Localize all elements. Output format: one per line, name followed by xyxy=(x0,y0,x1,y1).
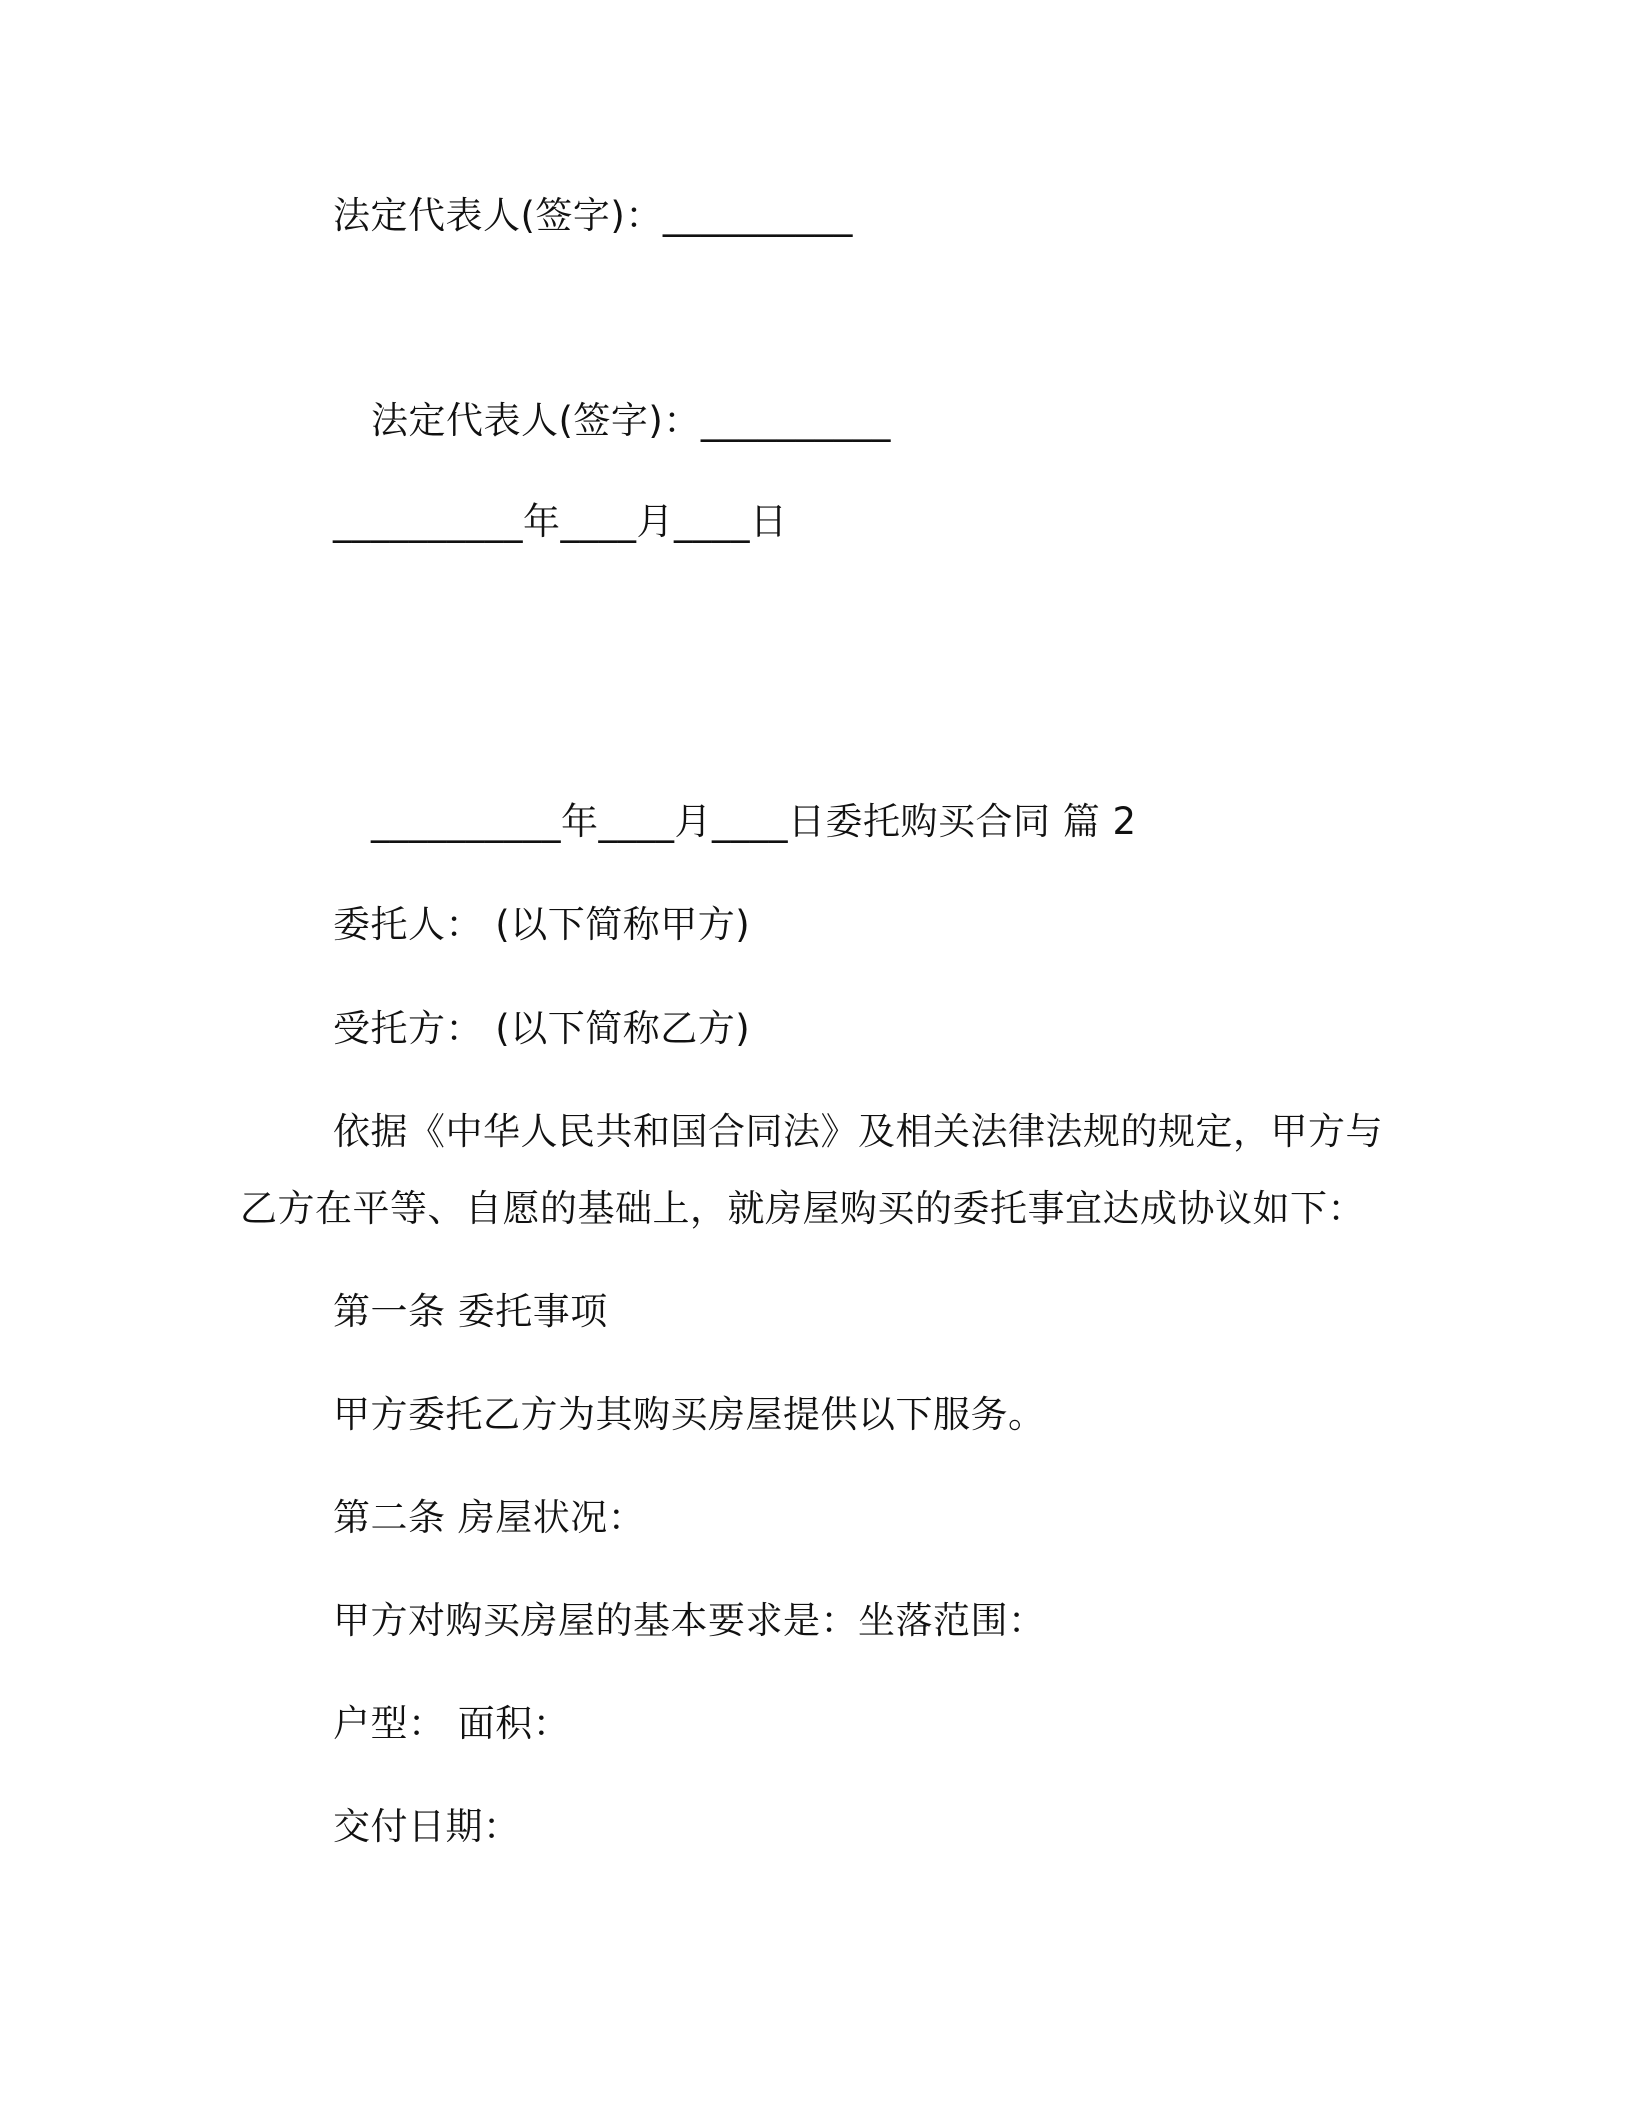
agent-line: 受托方： (以下简称乙方) xyxy=(333,1007,751,1050)
article-2-heading: 第二条 房屋状况： xyxy=(333,1496,646,1539)
contract-title: __________年____月____日委托购买合同 篇 2 xyxy=(371,800,1137,843)
legal-representative-signature-1: 法定代表人(签字)：__________ xyxy=(333,194,853,237)
article-1-body: 甲方委托乙方为其购买房屋提供以下服务。 xyxy=(333,1393,1046,1436)
signature-date: __________年____月____日 xyxy=(333,500,788,543)
preamble-line-2: 乙方在平等、自愿的基础上，就房屋购买的委托事宜达成协议如下： xyxy=(240,1187,1365,1230)
preamble-line-1: 依据《中华人民共和国合同法》及相关法律法规的规定，甲方与 xyxy=(333,1110,1383,1153)
delivery-date: 交付日期： xyxy=(333,1805,521,1848)
house-requirements: 甲方对购买房屋的基本要求是：坐落范围： xyxy=(333,1599,1046,1642)
principal-line: 委托人： (以下简称甲方) xyxy=(333,903,751,946)
legal-representative-signature-2: 法定代表人(签字)：__________ xyxy=(371,399,891,442)
layout-area: 户型： 面积： xyxy=(333,1702,571,1745)
article-1-heading: 第一条 委托事项 xyxy=(333,1290,608,1333)
